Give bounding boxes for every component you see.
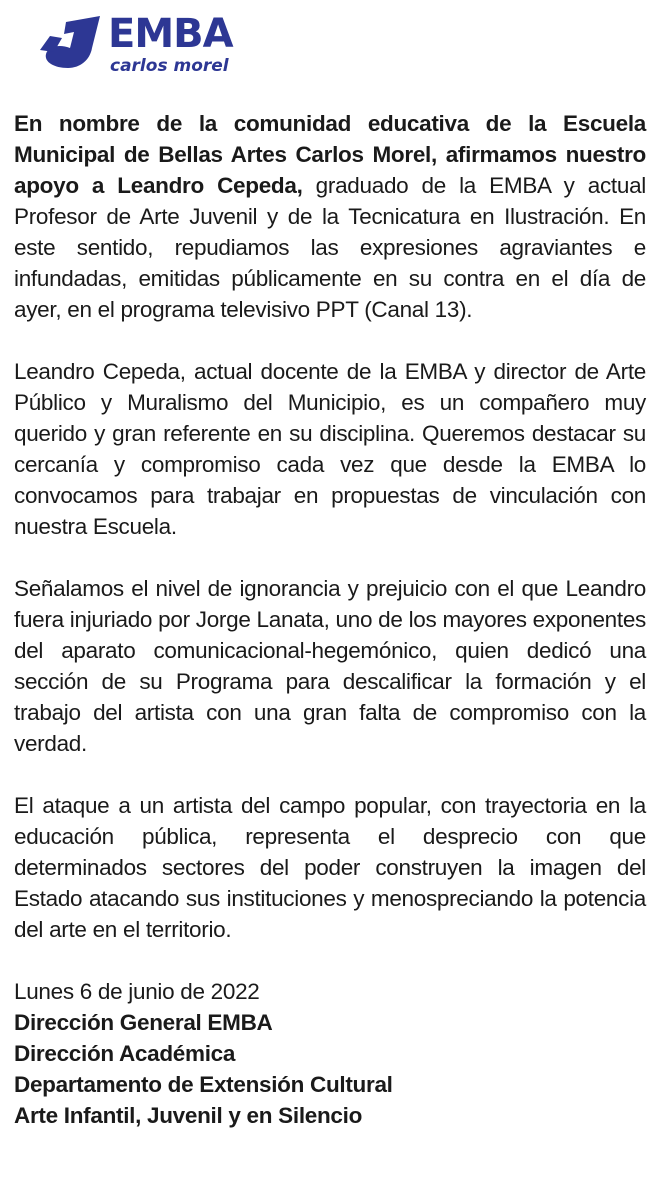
music-note-icon [40, 16, 102, 72]
statement-body [14, 108, 646, 1131]
paragraph-1 [14, 108, 646, 325]
logo-title: EMBA [108, 11, 233, 57]
signature-line-3: Departamento de Extensión Cultural [14, 1072, 393, 1097]
signature-line-4: Arte Infantil, Juvenil y en Silencio [14, 1103, 363, 1128]
paragraph-3: Señalamos el nivel de ignorancia y prejuicio con el que Leandro fuera injuriado por Jorge Lanata, uno de los mayores exponentes del aparato comunicacional-hegemónico, quien dedicó una sección de su Programa para descalificar la formación y el trabajo del artista con una gran falta de compromiso con la verdad. [14, 576, 646, 756]
signature-block [14, 976, 646, 1131]
signature-date: Lunes 6 de junio de 2022 [14, 979, 260, 1004]
paragraph-4: El ataque a un artista del campo popular, con trayectoria en la educación pública, representa el desprecio con que determinados sectores del poder construyen la imagen del Estado atacando sus instituciones y menospreciando la potencia del arte en el territorio. [14, 793, 646, 942]
signature-line-1: Dirección General EMBA [14, 1010, 273, 1035]
paragraph-1-bold: En nombre de la comunidad educativa de la Escuela Municipal de Bellas Artes Carlos Morel, afirmamos nuestro apoyo a Leandro Cepeda, [14, 111, 646, 198]
logo-subtitle: carlos morel [110, 56, 229, 76]
paragraph-2: Leandro Cepeda, actual docente de la EMBA y director de Arte Público y Muralismo del Municipio, es un compañero muy querido y gran referente en su disciplina. Queremos destacar su cercanía y compromiso cada vez que desde la EMBA lo convocamos para trabajar en propuestas de vinculación con nuestra Escuela. [14, 359, 646, 539]
paragraph-1-rest: graduado de la EMBA y actual Profesor de Arte Juvenil y de la Tecnicatura en Ilustración. En este sentido, repudiamos las expresiones agraviantes e infundadas, emitidas públicamente en su contra en el día de ayer, en el programa televisivo PPT (Canal 13). [14, 173, 646, 322]
emba-logo [40, 11, 260, 76]
signature-line-2: Dirección Académica [14, 1041, 236, 1066]
